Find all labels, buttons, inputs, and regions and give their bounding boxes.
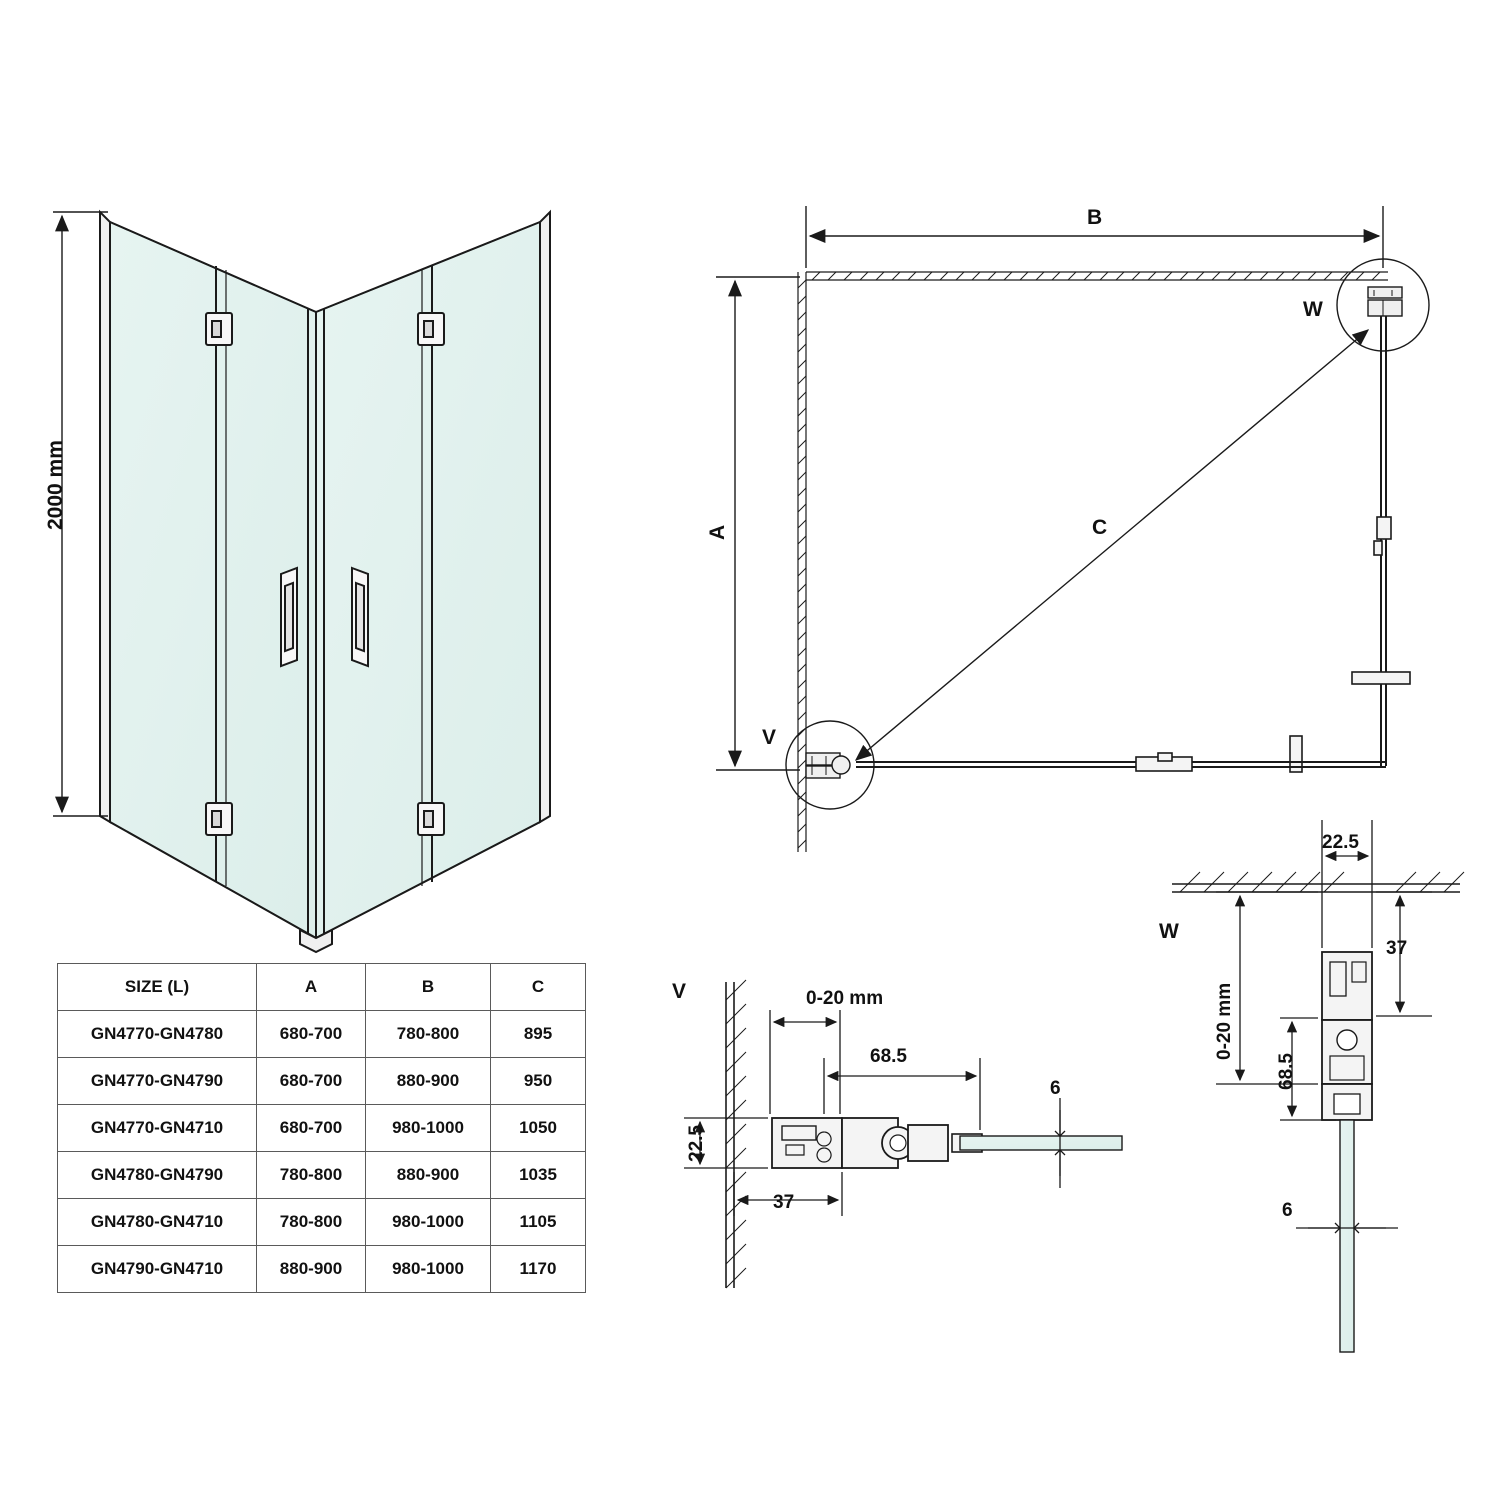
front-elevation-view (53, 212, 550, 952)
table-header-row (58, 964, 586, 1011)
table-row (58, 1058, 586, 1105)
detail-v-section (684, 980, 1122, 1288)
detail-v-wall-offset-label: 37 (773, 1192, 795, 1213)
detail-callout-v (786, 721, 874, 809)
cell-b: 980-1000 (366, 1105, 491, 1152)
plan-detail-w-label: W (1303, 298, 1323, 321)
cell-c: 950 (491, 1058, 586, 1105)
detail-w-profile-depth-label: 22.5 (1322, 832, 1359, 853)
cell-a: 680-700 (257, 1011, 366, 1058)
detail-callout-w (1337, 259, 1429, 351)
cell-c: 1035 (491, 1152, 586, 1199)
detail-w-gap-label: 0-20 mm (1214, 982, 1235, 1060)
detail-v-label: V (672, 980, 687, 1003)
table-header-b: B (366, 964, 491, 1011)
dimension-c (856, 330, 1368, 760)
plan-dimension-b-label: B (1087, 206, 1103, 229)
dimension-a (716, 277, 800, 770)
cell-size: GN4780-GN4710 (58, 1199, 257, 1246)
plan-dimension-a-label: A (706, 524, 729, 540)
cell-c: 1050 (491, 1105, 586, 1152)
detail-v-glass-thickness-label: 6 (1050, 1078, 1061, 1099)
detail-w-profile-width-label: 68.5 (1276, 1053, 1297, 1090)
detail-w-glass-thickness-label: 6 (1282, 1200, 1293, 1221)
table-header-a: A (257, 964, 366, 1011)
cell-b: 980-1000 (366, 1199, 491, 1246)
detail-w-wall-offset-label: 37 (1386, 938, 1408, 959)
detail-w-section (1172, 820, 1464, 1352)
table-header-size: SIZE (L) (58, 964, 257, 1011)
plan-detail-v-label: V (762, 726, 777, 749)
cell-a: 680-700 (257, 1058, 366, 1105)
cell-b: 780-800 (366, 1011, 491, 1058)
cell-b: 980-1000 (366, 1246, 491, 1293)
table-row (58, 1199, 586, 1246)
size-table (57, 963, 586, 1293)
plan-dimension-c-label: C (1092, 516, 1108, 539)
cell-c: 1105 (491, 1199, 586, 1246)
cell-a: 680-700 (257, 1105, 366, 1152)
detail-w-label: W (1159, 920, 1179, 943)
cell-b: 880-900 (366, 1152, 491, 1199)
table-row (58, 1246, 586, 1293)
table-header-c: C (491, 964, 586, 1011)
detail-v-profile-width-label: 68.5 (870, 1046, 907, 1067)
cell-a: 780-800 (257, 1199, 366, 1246)
cell-size: GN4770-GN4790 (58, 1058, 257, 1105)
cell-a: 880-900 (257, 1246, 366, 1293)
table-row (58, 1011, 586, 1058)
cell-size: GN4790-GN4710 (58, 1246, 257, 1293)
cell-size: GN4770-GN4780 (58, 1011, 257, 1058)
cell-c: 1170 (491, 1246, 586, 1293)
cell-b: 880-900 (366, 1058, 491, 1105)
detail-v-gap-label: 0-20 mm (806, 988, 884, 1009)
cell-c: 895 (491, 1011, 586, 1058)
front-height-label: 2000 mm (44, 440, 67, 530)
table-row (58, 1105, 586, 1152)
cell-size: GN4770-GN4710 (58, 1105, 257, 1152)
table-row (58, 1152, 586, 1199)
cell-size: GN4780-GN4790 (58, 1152, 257, 1199)
cell-a: 780-800 (257, 1152, 366, 1199)
detail-v-profile-depth-label: 22.5 (686, 1125, 707, 1162)
